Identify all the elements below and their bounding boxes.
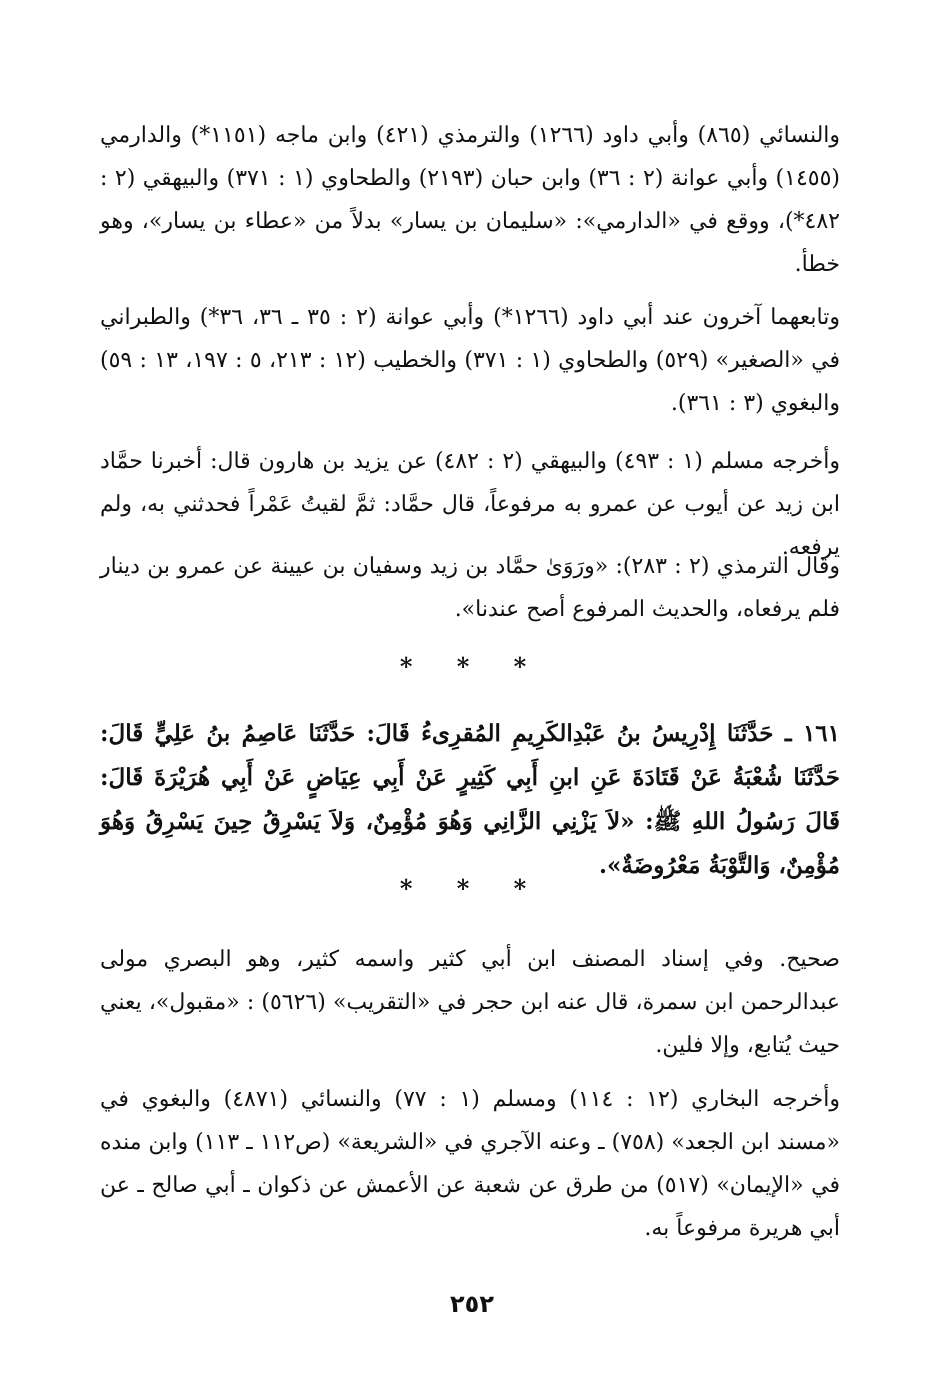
page-number: ٢٥٢: [450, 1290, 494, 1318]
commentary-paragraph-5: صحيح. وفي إسناد المصنف ابن أبي كثير واسمه كثير، وهو البصري مولى عبدالرحمن ابن سمرة، قال عنه ابن حجر في «التقريب» (٥٦٢٦) : «مقبول»، يعني حيث يُتابع، وإلا فلين.: [100, 947, 841, 1058]
commentary-paragraph-3: وأخرجه مسلم (١ : ٤٩٣) والبيهقي (٢ : ٤٨٢) عن يزيد بن هارون قال: أخبرنا حمَّاد ابن زيد عن أيوب عن عمرو به مرفوعاً، قال حمَّاد: ثمَّ لقيتُ عَمْراً فحدثني به، ولم يرفعه.: [100, 449, 840, 560]
commentary-paragraph-2: وتابعهما آخرون عند أبي داود (١٢٦٦*) وأبي عوانة (٢ : ٣٥ ـ ٣٦، ٣٦*) والطبراني في «الصغير» (٥٢٩) والطحاوي (١ : ٣٧١) والخطيب (١٢ : ٢١٣، ٥ : ١٩٧، ١٣ : ٥٩) والبغوي (٣ : ٣٦١).: [100, 305, 841, 416]
section-separator-bottom: * * *: [399, 874, 545, 903]
section-separator-top: * * *: [399, 652, 545, 681]
hadith-text: ١٦١ ـ حَدَّثَنَا إِدْرِيسُ بنُ عَبْدِالكَرِيمِ المُقرِىءُ قَالَ: حَدَّثَنَا عَاصِمُ بنُ عَلِيٍّ قَالَ: حَدَّثَنَا شُعْبَةُ عَنْ قَتَادَةَ عَنِ ابنِ أَبِي كَثِيرٍ عَنْ أَبِي عِيَاضٍ عَنْ أَبِي هُرَيْرَةَ قَالَ: قَالَ رَسُولُ اللهِ ﷺ: «لاَ يَزْنِي الزَّانِي وَهُوَ مُؤْمِنٌ، وَلاَ يَسْرِقُ حِينَ يَسْرِقُ وَهُوَ مُؤْمِنٌ، وَالتَّوْبَةُ مَعْرُوضَةٌ».: [100, 720, 840, 879]
commentary-paragraph-6: وأخرجه البخاري (١٢ : ١١٤) ومسلم (١ : ٧٧) والنسائي (٤٨٧١) والبغوي في «مسند ابن الجعد» (٧٥٨) ـ وعنه الآجري في «الشريعة» (ص١١٢ ـ ١١٣) وابن منده في «الإيمان» (٥١٧) من طرق عن شعبة عن الأعمش عن ذكوان ـ أبي صالح ـ عن أبي هريرة مرفوعاً به.: [100, 1087, 840, 1241]
commentary-paragraph-1: والنسائي (٨٦٥) وأبي داود (١٢٦٦) والترمذي (٤٢١) وابن ماجه (١١٥١*) والدارمي (١٤٥٥) وأبي عوانة (٢ : ٣٦) وابن حبان (٢١٩٣) والطحاوي (١ : ٣٧١) والبيهقي (٢ : ٤٨٢*)، ووقع في «الدارمي»: «سليمان بن يسار» بدلاً من «عطاء بن يسار»، وهو خطأ.: [100, 123, 841, 277]
commentary-paragraph-4: وقال الترمذي (٢ : ٢٨٣): «ورَوَىٰ حمَّاد بن زيد وسفيان بن عيينة عن عمرو بن دينار فلم يرفعاه، والحديث المرفوع أصح عندنا».: [100, 554, 840, 622]
